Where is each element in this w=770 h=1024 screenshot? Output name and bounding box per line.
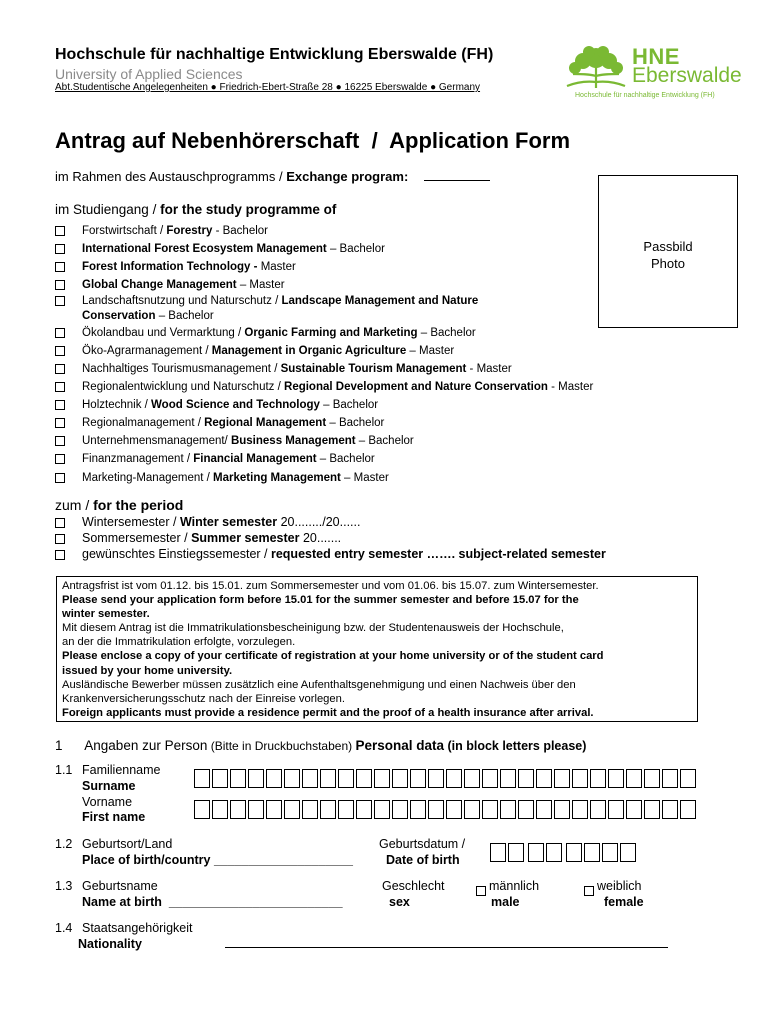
grid-cell[interactable] xyxy=(446,769,462,788)
grid-cell[interactable] xyxy=(356,769,372,788)
female-checkbox[interactable] xyxy=(584,886,594,896)
grid-cell[interactable] xyxy=(248,769,264,788)
grid-cell[interactable] xyxy=(410,800,426,819)
programme-label: Ökolandbau und Vermarktung / Organic Farming and Marketing – Bachelor xyxy=(82,327,476,339)
grid-cell[interactable] xyxy=(230,800,246,819)
study-programme-heading xyxy=(55,202,336,217)
section-title-en: Personal data xyxy=(355,738,444,753)
grid-cell[interactable] xyxy=(230,769,246,788)
notice-line: an der die Immatrikulation erfolgte, vorzulegen. xyxy=(62,636,296,649)
grid-cell[interactable] xyxy=(518,800,534,819)
programme-checkbox[interactable] xyxy=(55,400,65,410)
grid-cell[interactable] xyxy=(320,769,336,788)
grid-cell[interactable] xyxy=(554,769,570,788)
grid-cell[interactable] xyxy=(626,800,642,819)
surname-label-de: Familienname xyxy=(82,763,161,777)
programme-checkbox[interactable] xyxy=(55,262,65,272)
birthplace-label-de: Geburtsort/Land xyxy=(82,837,173,851)
period-label-de: zum / xyxy=(55,497,94,513)
notice-line: Please enclose a copy of your certificate of registration at your home university or of the student card xyxy=(62,650,604,663)
programme-checkbox[interactable] xyxy=(55,226,65,236)
grid-cell[interactable] xyxy=(500,769,516,788)
birthdate-label-de: Geburtsdatum / xyxy=(379,837,466,851)
notice-line: Ausländische Bewerber müssen zusätzlich eine Aufenthaltsgenehmigung und einen Nachweis über den xyxy=(62,678,576,691)
birthname-label-de: Geburtsname xyxy=(82,879,158,893)
grid-cell[interactable] xyxy=(392,769,408,788)
programme-label: Holztechnik / Wood Science and Technology – Bachelor xyxy=(82,399,379,411)
field-number: 1.3 xyxy=(55,879,73,893)
period-label-en: for the period xyxy=(93,497,184,513)
grid-cell[interactable] xyxy=(590,800,606,819)
exchange-label-de: im Rahmen des Austauschprogramms / xyxy=(55,169,287,184)
notice-line: issued by your home university. xyxy=(62,664,233,677)
grid-cell[interactable] xyxy=(212,800,228,819)
programme-checkbox[interactable] xyxy=(55,280,65,290)
grid-cell[interactable] xyxy=(584,843,600,862)
grid-cell[interactable] xyxy=(356,800,372,819)
grid-cell[interactable] xyxy=(490,843,506,862)
surname-label-en: Surname xyxy=(82,779,136,793)
institution-address: Abt.Studentische Angelegenheiten ● Friedrich-Ebert-Straße 28 ● 16225 Eberswalde ● Germany xyxy=(55,82,481,93)
logo-caption: Hochschule für nachhaltige Entwicklung (FH) xyxy=(575,92,715,99)
form-title: Antrag auf Nebenhörerschaft / Application Form xyxy=(55,128,571,153)
firstname-grid[interactable] xyxy=(194,800,698,819)
grid-cell[interactable] xyxy=(338,769,354,788)
grid-cell[interactable] xyxy=(536,769,552,788)
grid-cell[interactable] xyxy=(572,769,588,788)
period-checkbox[interactable] xyxy=(55,534,65,544)
grid-cell[interactable] xyxy=(518,769,534,788)
grid-cell[interactable] xyxy=(680,769,696,788)
programme-label: Regionalentwicklung und Naturschutz / Regional Development and Nature Conservation - Master xyxy=(82,381,594,393)
sex-label-en: sex xyxy=(389,895,410,909)
grid-cell[interactable] xyxy=(392,800,408,819)
institution-name: Hochschule für nachhaltige Entwicklung Eberswalde (FH) xyxy=(55,46,494,63)
section-note-de: (Bitte in Druckbuchstaben) xyxy=(207,739,356,753)
section-1-heading xyxy=(55,738,586,753)
field-number: 1.2 xyxy=(55,837,73,851)
grid-cell[interactable] xyxy=(374,769,390,788)
grid-cell[interactable] xyxy=(464,800,480,819)
logo-text-hne: HNE xyxy=(632,44,680,69)
grid-cell[interactable] xyxy=(608,769,624,788)
nationality-field[interactable] xyxy=(225,947,668,948)
programme-checkbox[interactable] xyxy=(55,382,65,392)
study-label-en: for the study programme of xyxy=(160,202,337,217)
grid-cell[interactable] xyxy=(566,843,582,862)
period-label: gewünschtes Einstiegssemester / requested entry semester ……. subject-related semester xyxy=(82,547,606,561)
grid-cell[interactable] xyxy=(428,800,444,819)
period-heading xyxy=(55,497,183,513)
period-label: Wintersemester / Winter semester 20......../20...... xyxy=(82,515,361,529)
exchange-label-en: Exchange program: xyxy=(286,169,409,184)
programme-checkbox[interactable] xyxy=(55,364,65,374)
firstname-label-de: Vorname xyxy=(82,795,133,809)
tree-logo-icon xyxy=(563,44,629,90)
male-label-en: male xyxy=(491,895,520,909)
programme-checkbox[interactable] xyxy=(55,473,65,483)
grid-cell[interactable] xyxy=(482,800,498,819)
grid-cell[interactable] xyxy=(374,800,390,819)
period-checkbox[interactable] xyxy=(55,518,65,528)
notice-line: Mit diesem Antrag ist die Immatrikulationsbescheinigung bzw. der Studentenausweis der Hochschule, xyxy=(62,622,564,635)
grid-cell[interactable] xyxy=(266,800,282,819)
grid-cell[interactable] xyxy=(626,769,642,788)
programme-label: Finanzmanagement / Financial Management – Bachelor xyxy=(82,453,375,465)
female-label-en: female xyxy=(604,895,644,909)
birthdate-label-en: Date of birth xyxy=(386,853,460,867)
grid-cell[interactable] xyxy=(284,769,300,788)
male-label-de: männlich xyxy=(489,879,540,893)
grid-cell[interactable] xyxy=(546,843,562,862)
hne-logo xyxy=(563,44,629,90)
programme-label: Öko-Agrarmanagement / Management in Organic Agriculture – Master xyxy=(82,345,455,357)
notice-box xyxy=(56,576,698,722)
field-number: 1.4 xyxy=(55,921,73,935)
grid-cell[interactable] xyxy=(662,800,678,819)
study-label-de: im Studiengang / xyxy=(55,202,161,217)
grid-cell[interactable] xyxy=(212,769,228,788)
grid-cell[interactable] xyxy=(528,843,544,862)
grid-cell[interactable] xyxy=(194,769,210,788)
photo-box[interactable] xyxy=(598,175,738,328)
grid-cell[interactable] xyxy=(572,800,588,819)
exchange-program-field[interactable] xyxy=(424,180,490,181)
notice-line: Please send your application form before 15.01 for the summer semester and before 15.07 for the xyxy=(62,594,579,607)
section-number: 1 xyxy=(55,738,63,753)
sex-label-de: Geschlecht xyxy=(382,879,445,893)
surname-grid[interactable] xyxy=(194,769,698,788)
programme-label: Unternehmensmanagement/ Business Management – Bachelor xyxy=(82,435,414,447)
programme-label: Forstwirtschaft / Forestry - Bachelor xyxy=(82,225,268,237)
programme-checkbox[interactable] xyxy=(55,436,65,446)
period-checkbox[interactable] xyxy=(55,550,65,560)
grid-cell[interactable] xyxy=(590,769,606,788)
grid-cell[interactable] xyxy=(302,800,318,819)
period-label: Sommersemester / Summer semester 20....... xyxy=(82,531,342,545)
grid-cell[interactable] xyxy=(536,800,552,819)
notice-line: winter semester. xyxy=(62,608,150,621)
grid-cell[interactable] xyxy=(608,800,624,819)
programme-label: Forest Information Technology - Master xyxy=(82,261,296,273)
programme-checkbox[interactable] xyxy=(55,418,65,428)
birthdate-grid[interactable] xyxy=(490,843,638,862)
grid-cell[interactable] xyxy=(410,769,426,788)
grid-cell[interactable] xyxy=(554,800,570,819)
nationality-label-en: Nationality xyxy=(78,937,142,951)
section-note-en: (in block letters please) xyxy=(444,739,587,753)
grid-cell[interactable] xyxy=(500,800,516,819)
notice-line: Foreign applicants must provide a residence permit and the proof of a health insurance after arrival. xyxy=(62,706,594,719)
nationality-label-de: Staatsangehörigkeit xyxy=(82,921,193,935)
male-checkbox[interactable] xyxy=(476,886,486,896)
programme-checkbox[interactable] xyxy=(55,454,65,464)
programme-checkbox[interactable] xyxy=(55,296,65,306)
programme-label: Global Change Management – Master xyxy=(82,279,285,291)
grid-cell[interactable] xyxy=(428,769,444,788)
grid-cell[interactable] xyxy=(284,800,300,819)
programme-checkbox[interactable] xyxy=(55,346,65,356)
field-number: 1.1 xyxy=(55,763,73,777)
grid-cell[interactable] xyxy=(644,769,660,788)
grid-cell[interactable] xyxy=(194,800,210,819)
exchange-program-line xyxy=(55,169,490,184)
grid-cell[interactable] xyxy=(320,800,336,819)
photo-label-de: Passbild xyxy=(643,239,693,254)
grid-cell[interactable] xyxy=(508,843,524,862)
grid-cell[interactable] xyxy=(644,800,660,819)
section-title-de: Angaben zur Person xyxy=(84,738,208,753)
notice-line: Krankenversicherungsschutz nach der Einreise vorlegen. xyxy=(62,692,345,705)
programme-checkbox[interactable] xyxy=(55,328,65,338)
programme-label: Nachhaltiges Tourismusmanagement / Sustainable Tourism Management - Master xyxy=(82,363,512,375)
firstname-label-en: First name xyxy=(82,810,146,824)
grid-cell[interactable] xyxy=(662,769,678,788)
grid-cell[interactable] xyxy=(302,769,318,788)
grid-cell[interactable] xyxy=(446,800,462,819)
logo-text-eberswalde: Eberswalde xyxy=(632,64,742,87)
grid-cell[interactable] xyxy=(338,800,354,819)
programme-checkbox[interactable] xyxy=(55,244,65,254)
grid-cell[interactable] xyxy=(248,800,264,819)
female-label-de: weiblich xyxy=(597,879,642,893)
grid-cell[interactable] xyxy=(482,769,498,788)
birthplace-field[interactable]: Place of birth/country ____________________ xyxy=(82,853,354,867)
grid-cell[interactable] xyxy=(680,800,696,819)
grid-cell[interactable] xyxy=(464,769,480,788)
grid-cell[interactable] xyxy=(602,843,618,862)
grid-cell[interactable] xyxy=(266,769,282,788)
institution-subtitle: University of Applied Sciences xyxy=(55,66,243,82)
programme-label: Landschaftsnutzung und Naturschutz / Landscape Management and Nature Conservation – Bachelor xyxy=(82,295,479,322)
notice-line: Antragsfrist ist vom 01.12. bis 15.01. zum Sommersemester und vom 01.06. bis 15.07. zum Wintersemester. xyxy=(62,580,599,592)
birthname-field[interactable]: Name at birth _________________________ xyxy=(82,895,343,909)
programme-label: Regionalmanagement / Regional Management – Bachelor xyxy=(82,417,385,429)
photo-label-en: Photo xyxy=(651,256,685,271)
programme-label: Marketing-Management / Marketing Management – Master xyxy=(82,472,389,484)
grid-cell[interactable] xyxy=(620,843,636,862)
programme-label: International Forest Ecosystem Management – Bachelor xyxy=(82,243,385,255)
